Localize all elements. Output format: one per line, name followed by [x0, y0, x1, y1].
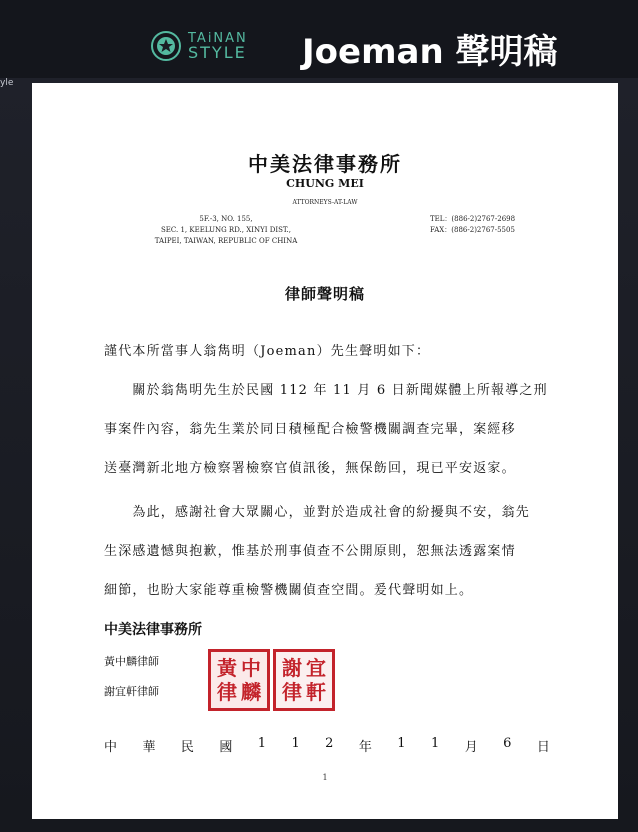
address-line: SEC. 1, KEELUNG RD., XINYI DIST., [161, 226, 291, 234]
paragraph-line: 生深感遺憾與抱歉，惟基於刑事偵查不公開原則，恕無法透露案情 [104, 544, 516, 559]
seal-character: 黃 [217, 656, 237, 680]
date-char: 日 [536, 740, 550, 755]
date-char: 1 [431, 736, 440, 751]
seal-character: 中 [241, 656, 261, 680]
paragraph-line: 細節，也盼大家能尊重檢警機關偵查空間。爰代聲明如上。 [104, 583, 474, 598]
lawyer-name: 謝宜軒律師 [104, 685, 159, 698]
firm-subtitle: ATTORNEYS-AT-LAW [292, 199, 358, 206]
firm-contact [430, 214, 515, 236]
firm-address [131, 214, 321, 247]
date-char: 6 [503, 736, 512, 751]
date-char: 華 [142, 740, 156, 755]
side-label: yle [0, 78, 14, 88]
date-char: 民 [180, 740, 194, 755]
brand-line1: TAiNAN [188, 30, 248, 46]
red-seal-stamp [208, 649, 270, 711]
seal-character: 律 [217, 680, 237, 704]
brand-text [188, 32, 248, 61]
firm-name-en: CHUNG MEI [286, 177, 364, 190]
paragraph-line: 送臺灣新北地方檢察署檢察官偵訊後，無保飭回，現已平安返家。 [104, 461, 516, 476]
date-char: 1 [291, 736, 300, 751]
seal-character: 謝 [282, 656, 302, 680]
tainan-style-logo-icon [150, 30, 182, 62]
red-seal-stamp [273, 649, 335, 711]
seal-character: 軒 [306, 680, 326, 704]
seal-character: 宜 [306, 656, 326, 680]
brand-line2: STYLE [188, 42, 247, 62]
date-char: 中 [104, 740, 118, 755]
date-char: 月 [464, 740, 478, 755]
paragraph-line: 關於翁雋明先生於民國 112 年 11 月 6 日新聞媒體上所報導之刑 [104, 383, 548, 398]
date-char: 年 [358, 740, 372, 755]
date-char: 2 [325, 736, 334, 751]
seal-character: 麟 [241, 680, 261, 704]
brand-logo-group [150, 28, 248, 64]
date-char: 1 [397, 736, 406, 751]
address-line: 5F.-3, NO. 155, [199, 215, 253, 223]
date-line [104, 736, 550, 755]
document-title: 律師聲明稿 [284, 285, 365, 303]
headline: Joeman 聲明稿 [302, 32, 558, 72]
lawyer-name: 黃中麟律師 [104, 655, 159, 668]
signature-firm: 中美法律事務所 [104, 622, 202, 638]
statement-document [32, 83, 618, 819]
date-char: 國 [219, 740, 233, 755]
page-number: 1 [322, 773, 328, 782]
paragraph-line: 謹代本所當事人翁雋明（Joeman）先生聲明如下： [104, 344, 431, 359]
paragraph-line: 事案件內容，翁先生業於同日積極配合檢警機關調查完畢，案經移 [104, 422, 516, 437]
paragraph-line: 為此，感謝社會大眾關心，並對於造成社會的紛擾與不安，翁先 [104, 505, 531, 520]
fax-number: FAX：(886-2)2767-5505 [430, 226, 515, 234]
firm-name-cn: 中美法律事務所 [248, 152, 402, 176]
tel-number: TEL：(886-2)2767-2698 [430, 215, 516, 223]
address-line: TAIPEI, TAIWAN, REPUBLIC OF CHINA [154, 237, 298, 245]
date-char: 1 [257, 736, 267, 751]
seal-character: 律 [282, 680, 302, 704]
